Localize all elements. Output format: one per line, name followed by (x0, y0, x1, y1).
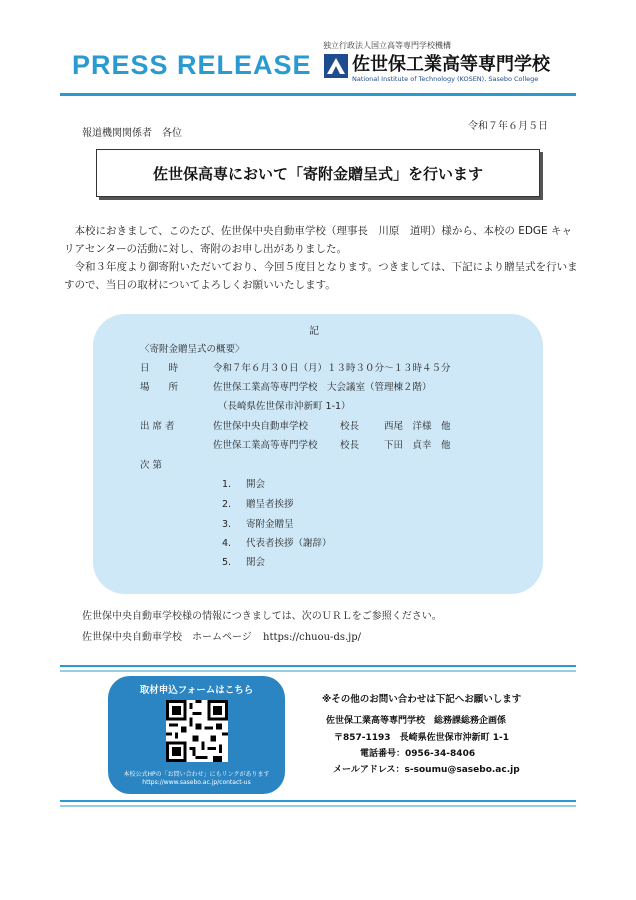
title-box (96, 149, 540, 197)
attendee-1-name: 西尾 洋様 他 (384, 421, 451, 432)
body-paragraph-2: 令和３年度より御寄附いただいており、今回５度目となります。つきましては、下記により贈呈式を行いますので、当日の取材についてよろしくお願いいたします。 (64, 261, 578, 291)
contact-address: 〒857-1193 長崎県佐世保市沖新町 1-1 (334, 733, 509, 743)
place-address: （長崎県佐世保市沖新町 1-1） (218, 401, 351, 412)
school-homepage-link[interactable]: https://chuou-ds.jp/ (263, 632, 362, 643)
body-paragraph-1: 本校におきまして、このたび、佐世保中央自動車学校（理事長 川原 道明）様から、本校の EDGE キャリアセンターの活動に対し、寄附のお申し出がありました。 (64, 225, 573, 255)
notice-ki: 記 (309, 326, 319, 337)
org-parent-name: 独立行政法人国立高等専門学校機構 (323, 41, 451, 50)
contact-phone: 電話番号：0956-34-8406 (360, 749, 476, 759)
program-label: 次 第 (140, 460, 163, 471)
place-label: 場 所 (140, 382, 179, 393)
contact-form-link[interactable]: https://www.sasebo.ac.jp/contact-us (142, 779, 251, 786)
press-release-heading: PRESS RELEASE (72, 50, 312, 80)
footer-stripe (60, 670, 576, 672)
footer-stripe (60, 800, 576, 802)
org-name: 佐世保工業高等専門学校 (352, 54, 550, 75)
contact-department: 佐世保工業高等専門学校 総務課総務企画係 (326, 716, 507, 726)
footer-stripe (60, 805, 576, 807)
footer-stripe (60, 665, 576, 667)
place-value: 佐世保工業高等専門学校 大会議室（管理棟２階） (213, 382, 432, 393)
attendee-2-org: 佐世保工業高等専門学校 (213, 440, 318, 451)
qr-panel-note: 本校公式HPの「お問い合わせ」にもリンクがあります (123, 771, 270, 778)
page-title: 佐世保高専において「寄附金贈呈式」を行います (152, 164, 483, 183)
program-item: 5. 閉会 (222, 557, 266, 568)
footer-note-line-1: 佐世保中央自動車学校様の情報につきましては、次のＵＲＬをご参照ください。 (82, 611, 442, 622)
attendee-1-org: 佐世保中央自動車学校 (213, 421, 309, 432)
notice-heading: 〈寄附金贈呈式の概要〉 (140, 344, 245, 355)
qr-panel (108, 676, 285, 794)
college-logo-icon (324, 54, 348, 78)
program-item: 3. 寄附金贈呈 (222, 519, 294, 530)
program-item: 4. 代表者挨拶（謝辞） (222, 538, 332, 549)
qr-code-icon[interactable] (166, 700, 228, 762)
org-english-name: National Institute of Technology (KOSEN), Sasebo College (352, 75, 539, 83)
attendee-2-role: 校長 (340, 440, 360, 451)
datetime-value: 令和７年６月３０日（月）１３時３０分～１３時４５分 (213, 363, 451, 374)
attendee-1-role: 校長 (340, 421, 360, 432)
addressee: 報道機関関係者 各位 (82, 128, 182, 139)
program-item: 2. 贈呈者挨拶 (222, 499, 294, 510)
qr-panel-title: 取材申込フォームはこちら (139, 685, 254, 696)
notice-box (93, 314, 543, 594)
contact-email[interactable]: メールアドレス：s-soumu@sasebo.ac.jp (333, 765, 520, 775)
datetime-label: 日 時 (140, 363, 179, 374)
contact-intro: ※その他のお問い合わせは下記へお願いします (322, 694, 522, 705)
release-date: 令和７年６月５日 (468, 121, 548, 132)
attendees-label: 出 席 者 (140, 421, 175, 432)
program-item: 1. 開会 (222, 479, 266, 490)
header-divider (60, 93, 576, 96)
footer-note-line-2 (82, 628, 361, 643)
footer-note-label: 佐世保中央自動車学校 ホームページ (82, 632, 252, 643)
attendee-2-name: 下田 貞幸 他 (384, 440, 451, 451)
